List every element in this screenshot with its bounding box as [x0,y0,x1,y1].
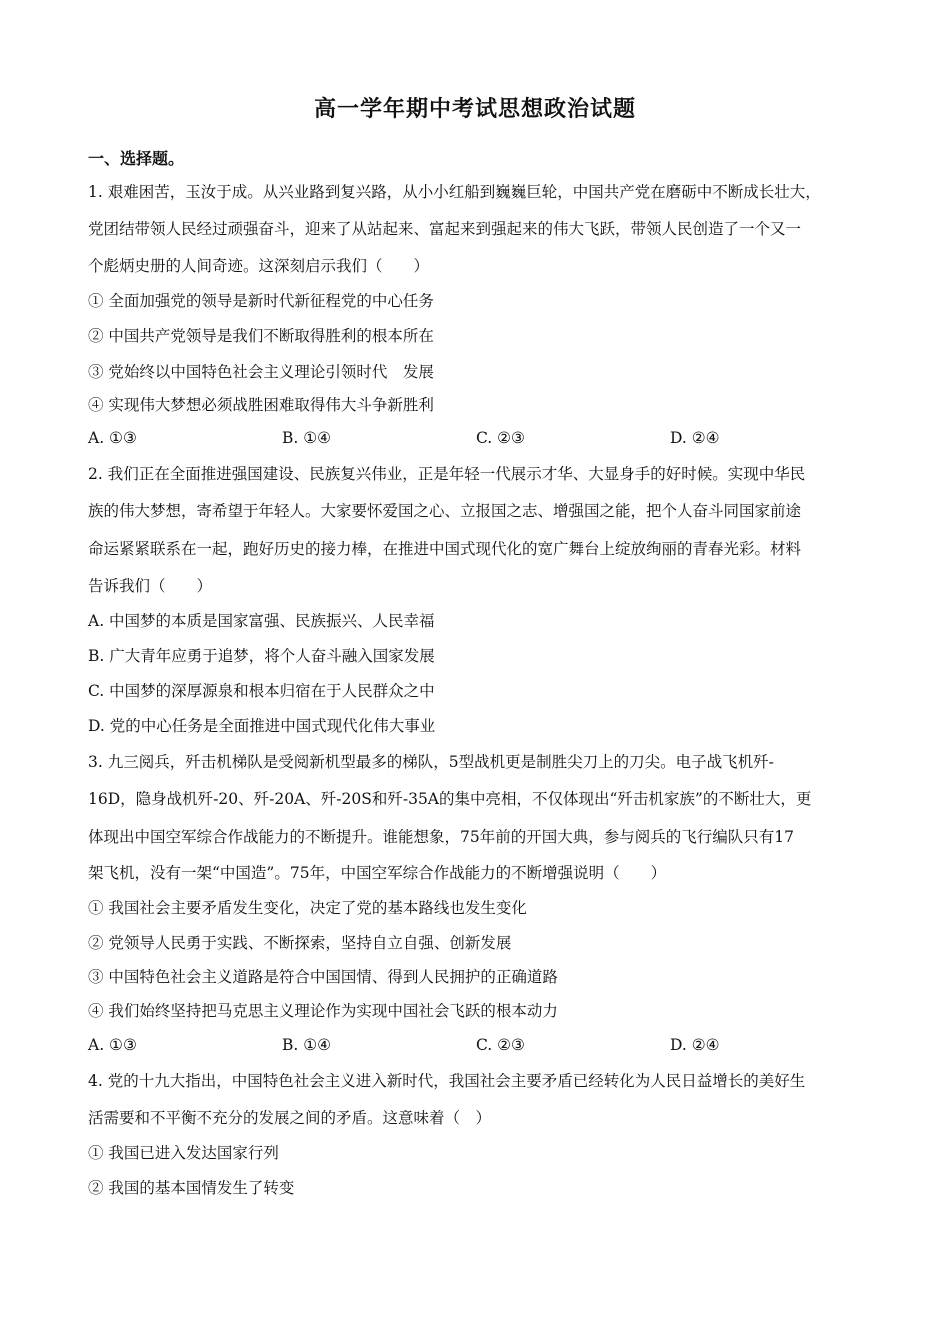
q2-choice-b[interactable]: B. 广大青年应勇于追梦，将个人奋斗融入国家发展 [88,647,435,665]
option-d[interactable]: D. ②④ [670,429,720,447]
q4-stem-line: 活需要和不平衡不充分的发展之间的矛盾。这意味着（ ） [88,1109,492,1127]
q3-statement: ③ 中国特色社会主义道路是符合中国国情、得到人民拥护的正确道路 [88,968,558,986]
q1-stem-line: 党团结带领人民经过顽强奋斗，迎来了从站起来、富起来到强起来的伟大飞跃，带领人民创造了一个又一 [88,220,802,238]
q4-statement: ① 我国已进入发达国家行列 [88,1144,279,1162]
q2-stem-line: 2. 我们正在全面推进强国建设、民族复兴伟业，正是年轻一代展示才华、大显身手的好时候。实现中华民 [88,465,806,483]
q3-statement: ④ 我们始终坚持把马克思主义理论作为实现中国社会飞跃的根本动力 [88,1002,558,1020]
q4-stem-line: 4. 党的十九大指出，中国特色社会主义进入新时代，我国社会主要矛盾已经转化为人民日益增长的美好生 [88,1072,806,1090]
q3-statement: ① 我国社会主要矛盾发生变化，决定了党的基本路线也发生变化 [88,899,527,917]
q3-stem-line: 3. 九三阅兵，歼击机梯队是受阅新机型最多的梯队，5型战机更是制胜尖刀上的刀尖。电子战飞机歼- [88,753,774,771]
q1-statement: ① 全面加强党的领导是新时代新征程党的中心任务 [88,292,434,310]
option-c[interactable]: C. ②③ [476,429,525,447]
q4-statement: ② 我国的基本国情发生了转变 [88,1179,295,1197]
option-b[interactable]: B. ①④ [282,1036,332,1054]
option-c[interactable]: C. ②③ [476,1036,525,1054]
q2-stem-line: 命运紧紧联系在一起，跑好历史的接力棒，在推进中国式现代化的宽广舞台上绽放绚丽的青春光彩。材料 [88,540,802,558]
q2-choice-d[interactable]: D. 党的中心任务是全面推进中国式现代化伟大事业 [88,717,436,735]
q1-statement: ③ 党始终以中国特色社会主义理论引领时代 发展 [88,363,434,381]
option-a[interactable]: A. ①③ [88,429,137,447]
q3-stem-line: 16D，隐身战机歼-20、歼-20A、歼-20S和歼-35A的集中亮相，不仅体现出“歼击机家族”的不断壮大，更 [88,790,812,808]
page-title: 高一学年期中考试思想政治试题 [313,96,636,122]
q1-stem-line: 1. 艰难困苦，玉汝于成。从兴业路到复兴路，从小小红船到巍巍巨轮，中国共产党在磨砺中不断成长壮大， [88,183,821,201]
option-d[interactable]: D. ②④ [670,1036,720,1054]
q2-choice-a[interactable]: A. 中国梦的本质是国家富强、民族振兴、人民幸福 [88,612,435,630]
q1-stem-line: 个彪炳史册的人间奇迹。这深刻启示我们（ ） [88,257,430,275]
option-a[interactable]: A. ①③ [88,1036,137,1054]
q2-stem-line: 告诉我们（ ） [88,577,213,595]
q2-stem-line: 族的伟大梦想，寄希望于年轻人。大家要怀爱国之心、立报国之志、增强国之能，把个人奋斗同国家前途 [88,502,802,520]
q3-statement: ② 党领导人民勇于实践、不断探索，坚持自立自强、创新发展 [88,934,512,952]
q3-stem-line: 架飞机，没有一架“中国造”。75年，中国空军综合作战能力的不断增强说明（ ） [88,864,667,882]
q1-statement: ④ 实现伟大梦想必须战胜困难取得伟大斗争新胜利 [88,396,434,414]
section-heading: 一、选择题。 [88,149,185,168]
option-b[interactable]: B. ①④ [282,429,332,447]
q3-stem-line: 体现出中国空军综合作战能力的不断提升。谁能想象，75年前的开国大典，参与阅兵的飞行编队只有17 [88,828,794,846]
q2-choice-c[interactable]: C. 中国梦的深厚源泉和根本归宿在于人民群众之中 [88,682,435,700]
q1-statement: ② 中国共产党领导是我们不断取得胜利的根本所在 [88,327,434,345]
